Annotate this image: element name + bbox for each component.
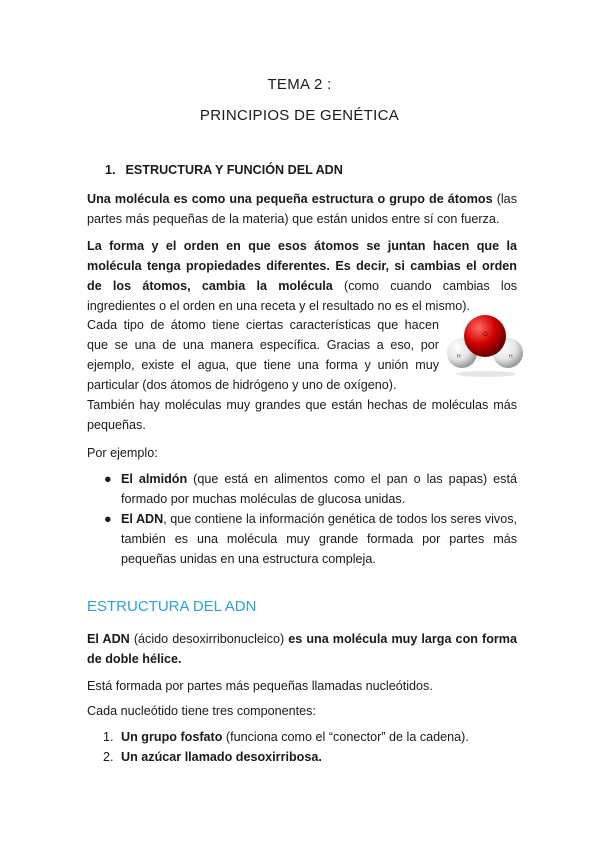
paragraph-text: (como cuando cambias los ingredientes o el orden en una receta y el resultado no es el mismo). bbox=[87, 279, 518, 313]
oxygen-label: O bbox=[483, 332, 488, 338]
list-item bbox=[87, 747, 517, 767]
list-item-bold: El ADN bbox=[121, 512, 164, 526]
list-item-bold: Un grupo fosfato bbox=[121, 730, 223, 744]
paragraph-forma-orden bbox=[87, 236, 517, 316]
paragraph-text: (ácido desoxirribonucleico) bbox=[129, 632, 289, 646]
components-list bbox=[87, 727, 517, 767]
list-item-text: (que está en alimentos como el pan o las papas) está formado por muchas moléculas de glucosa unidas. bbox=[121, 472, 517, 506]
list-item-text: (funciona como el “conector” de la cadena). bbox=[222, 730, 469, 744]
list-item-number: 2. bbox=[103, 750, 114, 764]
examples-list bbox=[87, 469, 517, 569]
paragraph-bold: La forma y el orden en que esos átomos se juntan hacen que la molécula tenga propiedades diferentes. Es decir, si cambias el orden de los átomos, cambia la molécula bbox=[87, 239, 517, 293]
section-heading-text: ESTRUCTURA Y FUNCIÓN DEL ADN bbox=[125, 163, 343, 177]
hydrogen-label-left: H bbox=[457, 354, 461, 360]
paragraph-tipo-atomo: Cada tipo de átomo tiene ciertas características que hacen que se una de una manera específica. Gracias a eso, por ejemplo, existe el agua, que tiene una forma y unión muy particular (dos átomos de hidrógeno y uno de oxígeno). bbox=[87, 318, 439, 392]
list-item bbox=[87, 727, 517, 747]
paragraph-bold: Una molécula es como una pequeña estructura o grupo de átomos bbox=[87, 192, 493, 206]
bullet-icon: ● bbox=[104, 512, 112, 526]
paragraph-por-ejemplo: Por ejemplo: bbox=[87, 446, 158, 460]
section-heading-estructura-adn: ESTRUCTURA DEL ADN bbox=[87, 598, 257, 615]
paragraph-moleculas-grandes: También hay moléculas muy grandes que están hechas de moléculas más pequeñas. bbox=[87, 398, 517, 432]
list-item-number: 1. bbox=[103, 730, 114, 744]
paragraph-molecula bbox=[87, 189, 517, 229]
molecule-shadow bbox=[456, 371, 516, 377]
tema-label: TEMA 2 : bbox=[267, 76, 332, 93]
paragraph-bold: El ADN bbox=[87, 632, 130, 646]
bullet-icon: ● bbox=[104, 472, 112, 486]
paragraph-bold: es una molécula muy larga con forma de doble hélice. bbox=[87, 632, 517, 666]
section-number: 1. bbox=[105, 163, 116, 177]
paragraph-nucleotidos: Está formada por partes más pequeñas llamadas nucleótidos. bbox=[87, 679, 433, 693]
water-molecule-image bbox=[446, 312, 524, 378]
hydrogen-label-right: H bbox=[509, 354, 513, 360]
list-item bbox=[87, 509, 517, 569]
section-heading-estructura-funcion bbox=[105, 163, 343, 177]
list-item-bold: El almidón bbox=[121, 472, 188, 486]
paragraph-text: (las partes más pequeñas de la materia) que están unidos entre sí con fuerza. bbox=[87, 192, 517, 226]
list-item-text: , que contiene la información genética de todos los seres vivos, también es una molécula muy grande formada por partes más pequeñas unidas en una estructura compleja. bbox=[121, 512, 518, 566]
paragraph-adn bbox=[87, 629, 517, 669]
paragraph-componentes: Cada nucleótido tiene tres componentes: bbox=[87, 704, 316, 718]
list-item bbox=[87, 469, 517, 509]
page-title: PRINCIPIOS DE GENÉTICA bbox=[199, 107, 400, 124]
list-item-bold: Un azúcar llamado desoxirribosa. bbox=[121, 750, 322, 764]
